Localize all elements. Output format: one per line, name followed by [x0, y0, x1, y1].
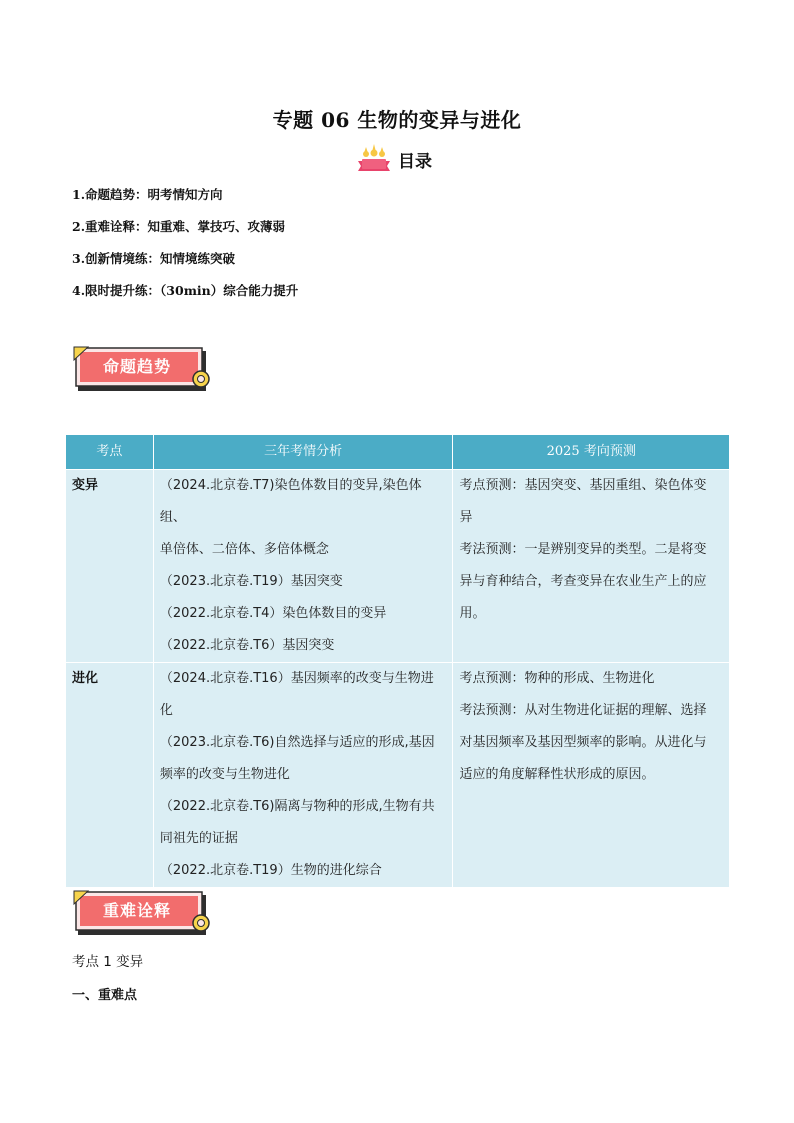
toc-item: 2.重难诠释：知重难、掌技巧、攻薄弱 [72, 219, 286, 234]
topic-cell: 进化 [66, 663, 154, 888]
forecast-line: 用。 [459, 606, 486, 621]
analysis-line: （2022.北京卷.T6)隔离与物种的形成,生物有共 [159, 799, 435, 814]
analysis-line: 化 [159, 703, 173, 718]
toc-item: 3.创新情境练：知情境练突破 [72, 251, 236, 266]
analysis-line: （2024.北京卷.T7)染色体数目的变异,染色体组、 [159, 478, 422, 525]
forecast-line: 异与育种结合，考查变异在农业生产上的应 [459, 574, 707, 589]
forecast-cell [453, 663, 730, 888]
analysis-cell [153, 470, 453, 663]
table-row [66, 663, 730, 888]
toc-heading-label: 目录 [398, 151, 432, 172]
forecast-line: 对基因频率及基因型频率的影响。从进化与 [459, 735, 707, 750]
section-badge-difficulties [72, 887, 212, 939]
analysis-line: 单倍体、二倍体、多倍体概念 [159, 542, 329, 557]
exam-point-title: 考点 1 变异 [72, 954, 144, 970]
table-header-cell: 考点 [66, 435, 154, 470]
toc-list [72, 184, 298, 312]
section-badge-trends [72, 343, 212, 395]
topic-cell: 变异 [66, 470, 154, 663]
subsection-heading: 一、重难点 [72, 988, 138, 1003]
forecast-line: 异 [459, 510, 473, 525]
table-header-cell: 三年考情分析 [153, 435, 453, 470]
analysis-cell [153, 663, 453, 888]
analysis-line: （2024.北京卷.T16）基因频率的改变与生物进 [159, 671, 434, 686]
crown-ribbon-icon [356, 143, 392, 175]
forecast-line: 适应的角度解释性状形成的原因。 [459, 767, 655, 782]
analysis-line: （2022.北京卷.T19）生物的进化综合 [159, 863, 382, 878]
forecast-cell [453, 470, 730, 663]
document-title: 专题 06 生物的变异与进化 [272, 108, 522, 132]
forecast-line: 考法预测：从对生物进化证据的理解、选择 [459, 703, 707, 718]
table-header-cell: 2025 考向预测 [453, 435, 730, 470]
analysis-line: 频率的改变与生物进化 [159, 767, 290, 782]
forecast-line: 考法预测：一是辨别变异的类型。二是将变 [459, 542, 707, 557]
forecast-line: 考点预测：基因突变、基因重组、染色体变 [459, 478, 707, 493]
table-row [66, 470, 730, 663]
analysis-line: 同祖先的证据 [159, 831, 238, 846]
analysis-line: （2022.北京卷.T4）染色体数目的变异 [159, 606, 387, 621]
analysis-line: （2023.北京卷.T19）基因突变 [159, 574, 343, 589]
toc-heading [356, 141, 432, 177]
table-header-row [66, 435, 730, 470]
badge-label: 命题趋势 [102, 357, 171, 376]
exam-analysis-table [65, 434, 730, 888]
analysis-line: （2022.北京卷.T6）基因突变 [159, 638, 335, 653]
toc-item: 1.命题趋势：明考情知方向 [72, 187, 223, 202]
toc-item: 4.限时提升练：（30min）综合能力提升 [72, 283, 299, 298]
analysis-line: （2023.北京卷.T6)自然选择与适应的形成,基因 [159, 735, 435, 750]
forecast-line: 考点预测：物种的形成、生物进化 [459, 671, 655, 686]
badge-label: 重难诠释 [102, 901, 171, 920]
